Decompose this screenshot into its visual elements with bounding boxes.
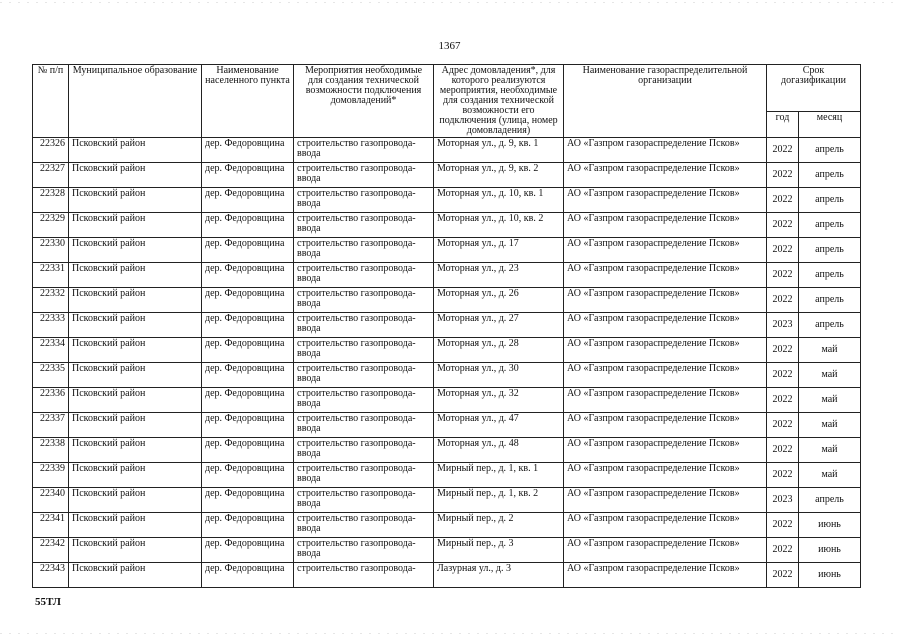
cell-settlement: дер. Федоровщина — [202, 188, 294, 213]
header-month: месяц — [799, 111, 861, 137]
cell-num: 22328 — [33, 188, 69, 213]
cell-address: Моторная ул., д. 27 — [434, 313, 564, 338]
cell-num: 22336 — [33, 388, 69, 413]
header-organization: Наименование газораспределительной организации — [564, 65, 767, 138]
cell-measure: строительство газопровода-ввода — [294, 188, 434, 213]
cell-measure: строительство газопровода-ввода — [294, 338, 434, 363]
cell-organization: АО «Газпром газораспределение Псков» — [564, 463, 767, 488]
cell-num: 22334 — [33, 338, 69, 363]
cell-municipality: Псковский район — [69, 538, 202, 563]
table-row — [33, 288, 861, 313]
cell-municipality: Псковский район — [69, 463, 202, 488]
cell-municipality: Псковский район — [69, 388, 202, 413]
cell-settlement: дер. Федоровщина — [202, 513, 294, 538]
gasification-registry-table — [32, 64, 861, 588]
cell-month: апрель — [799, 238, 861, 263]
cell-num: 22329 — [33, 213, 69, 238]
cell-year: 2022 — [767, 513, 799, 538]
table-row — [33, 388, 861, 413]
cell-address: Моторная ул., д. 9, кв. 2 — [434, 163, 564, 188]
cell-address: Моторная ул., д. 9, кв. 1 — [434, 138, 564, 163]
cell-measure: строительство газопровода-ввода — [294, 538, 434, 563]
cell-address: Мирный пер., д. 1, кв. 1 — [434, 463, 564, 488]
cell-organization: АО «Газпром газораспределение Псков» — [564, 513, 767, 538]
cell-measure: строительство газопровода-ввода — [294, 263, 434, 288]
cell-num: 22335 — [33, 363, 69, 388]
scan-noise-bottom — [0, 633, 899, 634]
cell-municipality: Псковский район — [69, 363, 202, 388]
cell-month: май — [799, 438, 861, 463]
table-row — [33, 313, 861, 338]
cell-settlement: дер. Федоровщина — [202, 488, 294, 513]
cell-organization: АО «Газпром газораспределение Псков» — [564, 413, 767, 438]
cell-address: Моторная ул., д. 47 — [434, 413, 564, 438]
cell-month: апрель — [799, 163, 861, 188]
cell-address: Моторная ул., д. 10, кв. 2 — [434, 213, 564, 238]
cell-settlement: дер. Федоровщина — [202, 463, 294, 488]
cell-measure: строительство газопровода-ввода — [294, 213, 434, 238]
cell-settlement: дер. Федоровщина — [202, 413, 294, 438]
cell-municipality: Псковский район — [69, 313, 202, 338]
header-deadline: Срок догазификации — [767, 65, 861, 112]
cell-organization: АО «Газпром газораспределение Псков» — [564, 438, 767, 463]
cell-organization: АО «Газпром газораспределение Псков» — [564, 313, 767, 338]
cell-month: май — [799, 388, 861, 413]
cell-measure: строительство газопровода-ввода — [294, 163, 434, 188]
page-number: 1367 — [438, 40, 461, 52]
cell-settlement: дер. Федоровщина — [202, 238, 294, 263]
cell-num: 22339 — [33, 463, 69, 488]
cell-organization: АО «Газпром газораспределение Псков» — [564, 538, 767, 563]
table-body — [33, 138, 861, 588]
cell-municipality: Псковский район — [69, 513, 202, 538]
cell-year: 2023 — [767, 488, 799, 513]
cell-year: 2022 — [767, 213, 799, 238]
table-row — [33, 188, 861, 213]
cell-address: Мирный пер., д. 1, кв. 2 — [434, 488, 564, 513]
header-num: № п/п — [33, 65, 69, 138]
cell-month: июнь — [799, 513, 861, 538]
cell-organization: АО «Газпром газораспределение Псков» — [564, 263, 767, 288]
table-row — [33, 413, 861, 438]
cell-address: Мирный пер., д. 2 — [434, 513, 564, 538]
cell-month: апрель — [799, 188, 861, 213]
cell-organization: АО «Газпром газораспределение Псков» — [564, 163, 767, 188]
cell-organization: АО «Газпром газораспределение Псков» — [564, 388, 767, 413]
cell-num: 22333 — [33, 313, 69, 338]
cell-settlement: дер. Федоровщина — [202, 163, 294, 188]
footer-code: 55ТЛ — [35, 596, 61, 608]
table-row — [33, 488, 861, 513]
cell-municipality: Псковский район — [69, 563, 202, 588]
cell-settlement: дер. Федоровщина — [202, 438, 294, 463]
table-row — [33, 538, 861, 563]
cell-num: 22337 — [33, 413, 69, 438]
cell-year: 2022 — [767, 438, 799, 463]
table-row — [33, 463, 861, 488]
cell-measure: строительство газопровода-ввода — [294, 463, 434, 488]
cell-settlement: дер. Федоровщина — [202, 263, 294, 288]
cell-organization: АО «Газпром газораспределение Псков» — [564, 138, 767, 163]
cell-settlement: дер. Федоровщина — [202, 138, 294, 163]
table-row — [33, 438, 861, 463]
cell-measure: строительство газопровода- — [294, 563, 434, 588]
cell-organization: АО «Газпром газораспределение Псков» — [564, 488, 767, 513]
cell-num: 22342 — [33, 538, 69, 563]
cell-num: 22341 — [33, 513, 69, 538]
cell-year: 2022 — [767, 538, 799, 563]
cell-organization: АО «Газпром газораспределение Псков» — [564, 288, 767, 313]
table-row — [33, 563, 861, 588]
cell-settlement: дер. Федоровщина — [202, 338, 294, 363]
cell-address: Моторная ул., д. 28 — [434, 338, 564, 363]
cell-municipality: Псковский район — [69, 288, 202, 313]
cell-settlement: дер. Федоровщина — [202, 288, 294, 313]
header-municipality: Муниципальное образование — [69, 65, 202, 138]
cell-address: Моторная ул., д. 32 — [434, 388, 564, 413]
cell-month: апрель — [799, 213, 861, 238]
cell-year: 2022 — [767, 388, 799, 413]
cell-settlement: дер. Федоровщина — [202, 388, 294, 413]
cell-municipality: Псковский район — [69, 188, 202, 213]
header-settlement: Наименование населенного пункта — [202, 65, 294, 138]
cell-year: 2022 — [767, 263, 799, 288]
cell-organization: АО «Газпром газораспределение Псков» — [564, 338, 767, 363]
table-row — [33, 238, 861, 263]
cell-month: апрель — [799, 138, 861, 163]
cell-organization: АО «Газпром газораспределение Псков» — [564, 238, 767, 263]
cell-settlement: дер. Федоровщина — [202, 313, 294, 338]
cell-year: 2022 — [767, 563, 799, 588]
cell-num: 22338 — [33, 438, 69, 463]
cell-settlement: дер. Федоровщина — [202, 363, 294, 388]
cell-num: 22327 — [33, 163, 69, 188]
cell-month: апрель — [799, 313, 861, 338]
cell-num: 22332 — [33, 288, 69, 313]
cell-settlement: дер. Федоровщина — [202, 538, 294, 563]
cell-num: 22326 — [33, 138, 69, 163]
cell-municipality: Псковский район — [69, 263, 202, 288]
cell-organization: АО «Газпром газораспределение Псков» — [564, 188, 767, 213]
cell-municipality: Псковский район — [69, 438, 202, 463]
cell-month: май — [799, 363, 861, 388]
cell-address: Моторная ул., д. 17 — [434, 238, 564, 263]
cell-measure: строительство газопровода-ввода — [294, 313, 434, 338]
cell-month: май — [799, 413, 861, 438]
cell-measure: строительство газопровода-ввода — [294, 363, 434, 388]
table-row — [33, 163, 861, 188]
table-row — [33, 213, 861, 238]
cell-address: Лазурная ул., д. 3 — [434, 563, 564, 588]
cell-month: апрель — [799, 263, 861, 288]
cell-year: 2022 — [767, 163, 799, 188]
cell-month: май — [799, 338, 861, 363]
header-year: год — [767, 111, 799, 137]
cell-month: июнь — [799, 563, 861, 588]
cell-address: Моторная ул., д. 10, кв. 1 — [434, 188, 564, 213]
cell-organization: АО «Газпром газораспределение Псков» — [564, 563, 767, 588]
table-row — [33, 513, 861, 538]
cell-month: апрель — [799, 488, 861, 513]
header-measures: Мероприятия необходимые для создания технической возможности подключения домовладений* — [294, 65, 434, 138]
cell-municipality: Псковский район — [69, 163, 202, 188]
cell-municipality: Псковский район — [69, 213, 202, 238]
cell-year: 2022 — [767, 138, 799, 163]
cell-measure: строительство газопровода-ввода — [294, 138, 434, 163]
cell-settlement: дер. Федоровщина — [202, 563, 294, 588]
cell-year: 2022 — [767, 338, 799, 363]
cell-measure: строительство газопровода-ввода — [294, 413, 434, 438]
table-row — [33, 138, 861, 163]
cell-year: 2022 — [767, 238, 799, 263]
cell-address: Моторная ул., д. 23 — [434, 263, 564, 288]
header-address: Адрес домовладения*, для которого реализуются мероприятия, необходимые для создания технической возможности его подключения (улица, номер домовладения) — [434, 65, 564, 138]
cell-municipality: Псковский район — [69, 413, 202, 438]
cell-year: 2022 — [767, 363, 799, 388]
cell-organization: АО «Газпром газораспределение Псков» — [564, 213, 767, 238]
cell-address: Моторная ул., д. 30 — [434, 363, 564, 388]
cell-measure: строительство газопровода-ввода — [294, 513, 434, 538]
cell-month: июнь — [799, 538, 861, 563]
cell-organization: АО «Газпром газораспределение Псков» — [564, 363, 767, 388]
table-row — [33, 338, 861, 363]
cell-month: апрель — [799, 288, 861, 313]
cell-municipality: Псковский район — [69, 138, 202, 163]
scan-noise-top — [0, 2, 899, 3]
cell-year: 2022 — [767, 188, 799, 213]
cell-address: Моторная ул., д. 48 — [434, 438, 564, 463]
cell-year: 2022 — [767, 413, 799, 438]
cell-measure: строительство газопровода-ввода — [294, 388, 434, 413]
cell-num: 22331 — [33, 263, 69, 288]
cell-measure: строительство газопровода-ввода — [294, 238, 434, 263]
cell-year: 2022 — [767, 288, 799, 313]
cell-address: Моторная ул., д. 26 — [434, 288, 564, 313]
cell-measure: строительство газопровода-ввода — [294, 488, 434, 513]
cell-month: май — [799, 463, 861, 488]
cell-municipality: Псковский район — [69, 338, 202, 363]
cell-address: Мирный пер., д. 3 — [434, 538, 564, 563]
cell-settlement: дер. Федоровщина — [202, 213, 294, 238]
cell-municipality: Псковский район — [69, 238, 202, 263]
cell-num: 22340 — [33, 488, 69, 513]
cell-measure: строительство газопровода-ввода — [294, 288, 434, 313]
cell-year: 2022 — [767, 463, 799, 488]
cell-num: 22343 — [33, 563, 69, 588]
table-row — [33, 363, 861, 388]
cell-municipality: Псковский район — [69, 488, 202, 513]
cell-year: 2023 — [767, 313, 799, 338]
cell-num: 22330 — [33, 238, 69, 263]
table-row — [33, 263, 861, 288]
cell-measure: строительство газопровода-ввода — [294, 438, 434, 463]
